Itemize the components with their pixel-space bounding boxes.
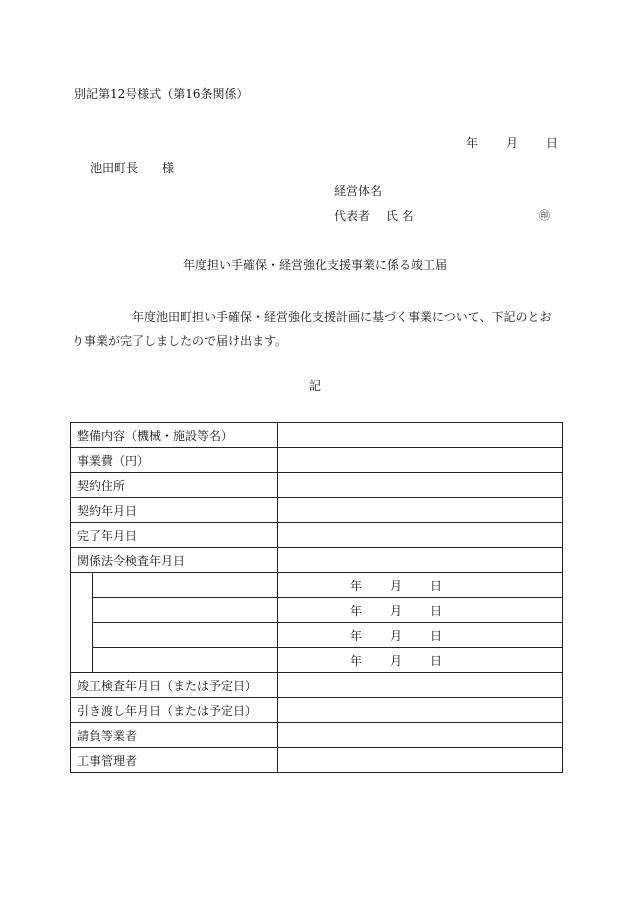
document-title: 年度担い手確保・経営強化支援事業に係る竣工届 [182,258,447,272]
table-row [71,548,563,573]
submission-date [466,137,558,149]
day-label: 日 [430,578,443,593]
field-value-cell[interactable] [278,548,563,573]
field-label: 引き渡し年月日（または予定日） [71,698,278,723]
inspection-sub-row [71,573,563,598]
seal-mark: ㊞ [539,209,550,222]
field-label: 関係法令検査年月日 [71,548,278,573]
inspection-sub-row [71,598,563,623]
addressee: 池田町長 様 [90,161,175,175]
inspection-date-cell[interactable] [278,623,563,648]
table-row [71,473,563,498]
day-label: 日 [430,603,443,618]
field-label: 整備内容（機械・施設等名） [71,423,278,448]
completion-details-table [70,422,563,773]
inspection-sub-row [71,648,563,673]
indent-cell [71,598,93,623]
field-value-cell[interactable] [278,423,563,448]
inspection-sub-row [71,623,563,648]
date-day-label: 日 [546,136,559,150]
field-value-cell[interactable] [278,673,563,698]
inspection-name-cell[interactable] [93,598,278,623]
field-value-cell[interactable] [278,498,563,523]
year-label: 年 [350,603,363,618]
indent-cell [71,623,93,648]
month-label: 月 [390,628,403,643]
month-label: 月 [390,603,403,618]
day-label: 日 [430,628,443,643]
field-label: 竣工検査年月日（または予定日） [71,673,278,698]
field-value-cell[interactable] [278,698,563,723]
table-row [71,448,563,473]
representative-name-label: 代表者 氏 名 [334,209,414,223]
indent-cell [71,648,93,673]
field-value-cell[interactable] [278,448,563,473]
year-label: 年 [350,578,363,593]
field-label: 請負等業者 [71,723,278,748]
inspection-date-cell[interactable] [278,648,563,673]
month-label: 月 [390,578,403,593]
table-row [71,498,563,523]
month-label: 月 [390,653,403,668]
field-label: 工事管理者 [71,748,278,773]
year-label: 年 [350,628,363,643]
year-label: 年 [350,653,363,668]
section-label: 記 [308,379,321,393]
field-value-cell[interactable] [278,723,563,748]
entity-name-label: 経営体名 [334,184,383,198]
inspection-name-cell[interactable] [93,623,278,648]
table-row [71,698,563,723]
field-label: 完了年月日 [71,523,278,548]
inspection-name-cell[interactable] [93,573,278,598]
date-month-label: 月 [506,136,519,150]
field-label: 契約住所 [71,473,278,498]
table-row [71,723,563,748]
field-value-cell[interactable] [278,748,563,773]
table-row [71,523,563,548]
field-label: 契約年月日 [71,498,278,523]
inspection-date-cell[interactable] [278,573,563,598]
field-value-cell[interactable] [278,523,563,548]
inspection-name-cell[interactable] [93,648,278,673]
form-number: 別記第12号様式（第16条関係） [74,87,249,101]
table-row [71,673,563,698]
body-text [72,305,552,353]
inspection-date-cell[interactable] [278,598,563,623]
date-year-label: 年 [466,136,479,150]
table-row [71,423,563,448]
field-value-cell[interactable] [278,473,563,498]
indent-cell [71,573,93,598]
day-label: 日 [430,653,443,668]
field-label: 事業費（円） [71,448,278,473]
body-paragraph: 年度池田町担い手確保・経営強化支援計画に基づく事業について、下記のとおり事業が完了しましたので届け出ます。 [72,310,552,348]
table-row [71,748,563,773]
